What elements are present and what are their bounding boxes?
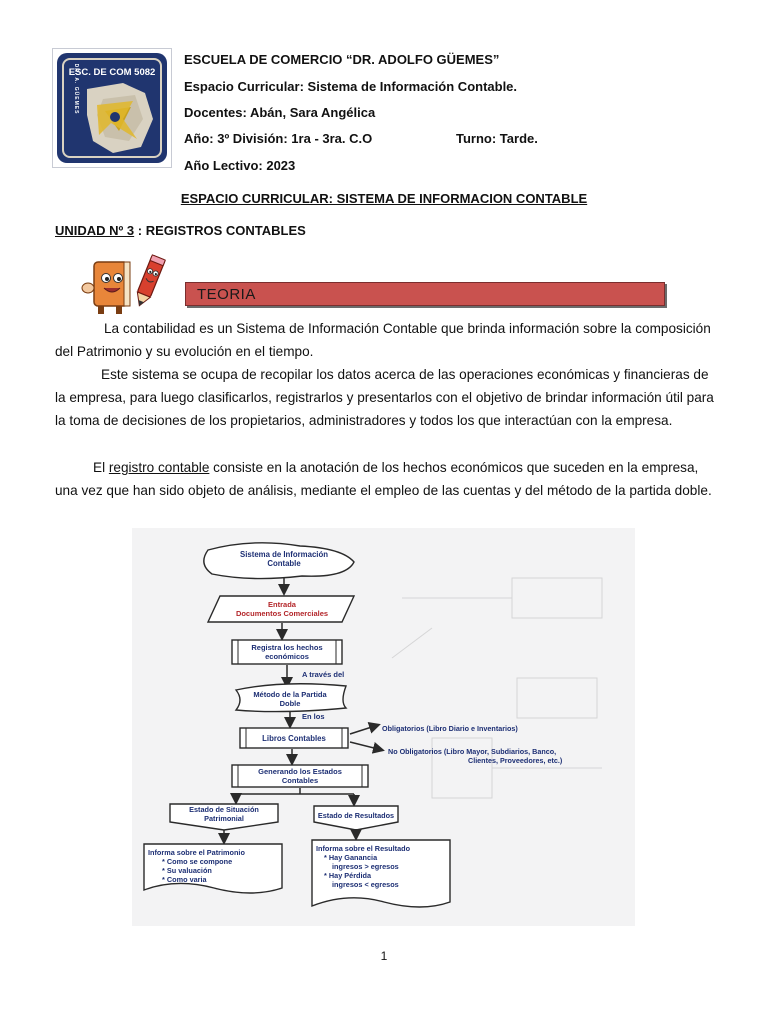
node-estado-situacion-l2: Patrimonial [204, 814, 244, 823]
node-metodo-l1: Método de la Partida [253, 690, 327, 699]
teachers-line: Docentes: Abán, Sara Angélica [184, 105, 376, 120]
paragraph-2-text: Este sistema se ocupa de recopilar los datos acerca de las operaciones económicas y financieras de la empresa, para luego clasificarlos, registrarlos y presentarlos con el objetivo de brindar información útil para la toma de decisiones de los propietarios, administradores y todos los que interactúan con la empresa. [55, 367, 714, 428]
page-title [0, 191, 768, 206]
branch-no-obligatorios-l2: Clientes, Proveedores, etc.) [468, 756, 563, 765]
unit-separator: : [134, 223, 146, 238]
node-libros-label: Libros Contables [262, 734, 326, 743]
informa-resultado-i2: ingresos > egresos [332, 862, 399, 871]
node-registra-l1: Registra los hechos [251, 643, 323, 652]
paragraph-3-post: consiste en la anotación de los hechos económicos que suceden en la empresa, una vez que han sido objeto de análisis, mediante el empleo de las cuentas y del método de la partida doble. [55, 460, 712, 498]
informa-patrimonio-i1: * Como se compone [162, 857, 233, 866]
shift-line: Turno: Tarde. [456, 131, 538, 146]
edge-label-a-traves: A través del [302, 670, 345, 679]
node-metodo-l2: Doble [279, 699, 301, 708]
paragraph-3 [55, 456, 715, 502]
node-generando-l1: Generando los Estados [258, 767, 342, 776]
node-estado-resultados-label: Estado de Resultados [317, 811, 395, 820]
unit-heading [55, 223, 306, 238]
branch-no-obligatorios-l1: No Obligatorios (Libro Mayor, Subdiarios, Banco, [388, 747, 557, 756]
section-banner [185, 282, 665, 306]
page-number: 1 [380, 949, 388, 963]
node-generando-l2: Contables [281, 776, 319, 785]
flowchart-diagram [132, 528, 635, 926]
informa-resultado-title: Informa sobre el Resultado [316, 844, 411, 853]
node-estado-situacion-l1: Estado de Situación [189, 805, 259, 814]
school-name: ESCUELA DE COMERCIO “DR. ADOLFO GÜEMES” [184, 52, 500, 67]
year-division-line: Año: 3º División: 1ra - 3ra. C.O [184, 131, 373, 146]
subject-line: Espacio Curricular: Sistema de Información Contable. [184, 79, 518, 94]
section-label: TEORIA [197, 286, 256, 303]
informa-patrimonio-i3: * Como varia [162, 875, 207, 884]
informa-resultado-i1: * Hay Ganancia [324, 853, 378, 862]
logo-side-text: DR. A. GÜEMES [73, 63, 79, 115]
school-year-line: Año Lectivo: 2023 [184, 158, 296, 173]
registro-contable-term: registro contable [108, 460, 210, 475]
school-crest-icon [53, 49, 171, 167]
informa-resultado-i3: * Hay Pérdida [324, 871, 372, 880]
paragraph-1 [55, 317, 715, 363]
informa-resultado-i4: ingresos < egresos [332, 880, 399, 889]
flowchart-svg [132, 528, 635, 926]
branch-obligatorios: Obligatorios (Libro Diario e Inventarios) [382, 724, 518, 733]
node-sistema-l1: Sistema de Información [240, 550, 328, 559]
school-logo [53, 49, 171, 167]
logo-top-text: ESC. DE COM 5082 [68, 67, 156, 78]
node-entrada-l1: Entrada [268, 600, 296, 609]
paragraph-2 [55, 363, 715, 432]
book-pencil-mascot-icon [80, 252, 172, 316]
edge-label-en-los: En los [302, 712, 325, 721]
unit-name: REGISTROS CONTABLES [145, 223, 306, 238]
unit-number: UNIDAD Nº 3 [55, 223, 135, 238]
page-title-text: ESPACIO CURRICULAR: SISTEMA DE INFORMACION CONTABLE [180, 191, 588, 206]
node-registra-l2: económicos [265, 652, 309, 661]
node-entrada-l2: Documentos Comerciales [235, 609, 329, 618]
informa-patrimonio-i2: * Su valuación [162, 866, 212, 875]
paragraph-1-text: La contabilidad es un Sistema de Información Contable que brinda información sobre la composición del Patrimonio y su evolución en el tiempo. [55, 321, 711, 359]
informa-patrimonio-title: Informa sobre el Patrimonio [148, 848, 245, 857]
paragraph-3-pre: El [93, 460, 109, 475]
node-sistema-l2: Contable [267, 559, 301, 568]
